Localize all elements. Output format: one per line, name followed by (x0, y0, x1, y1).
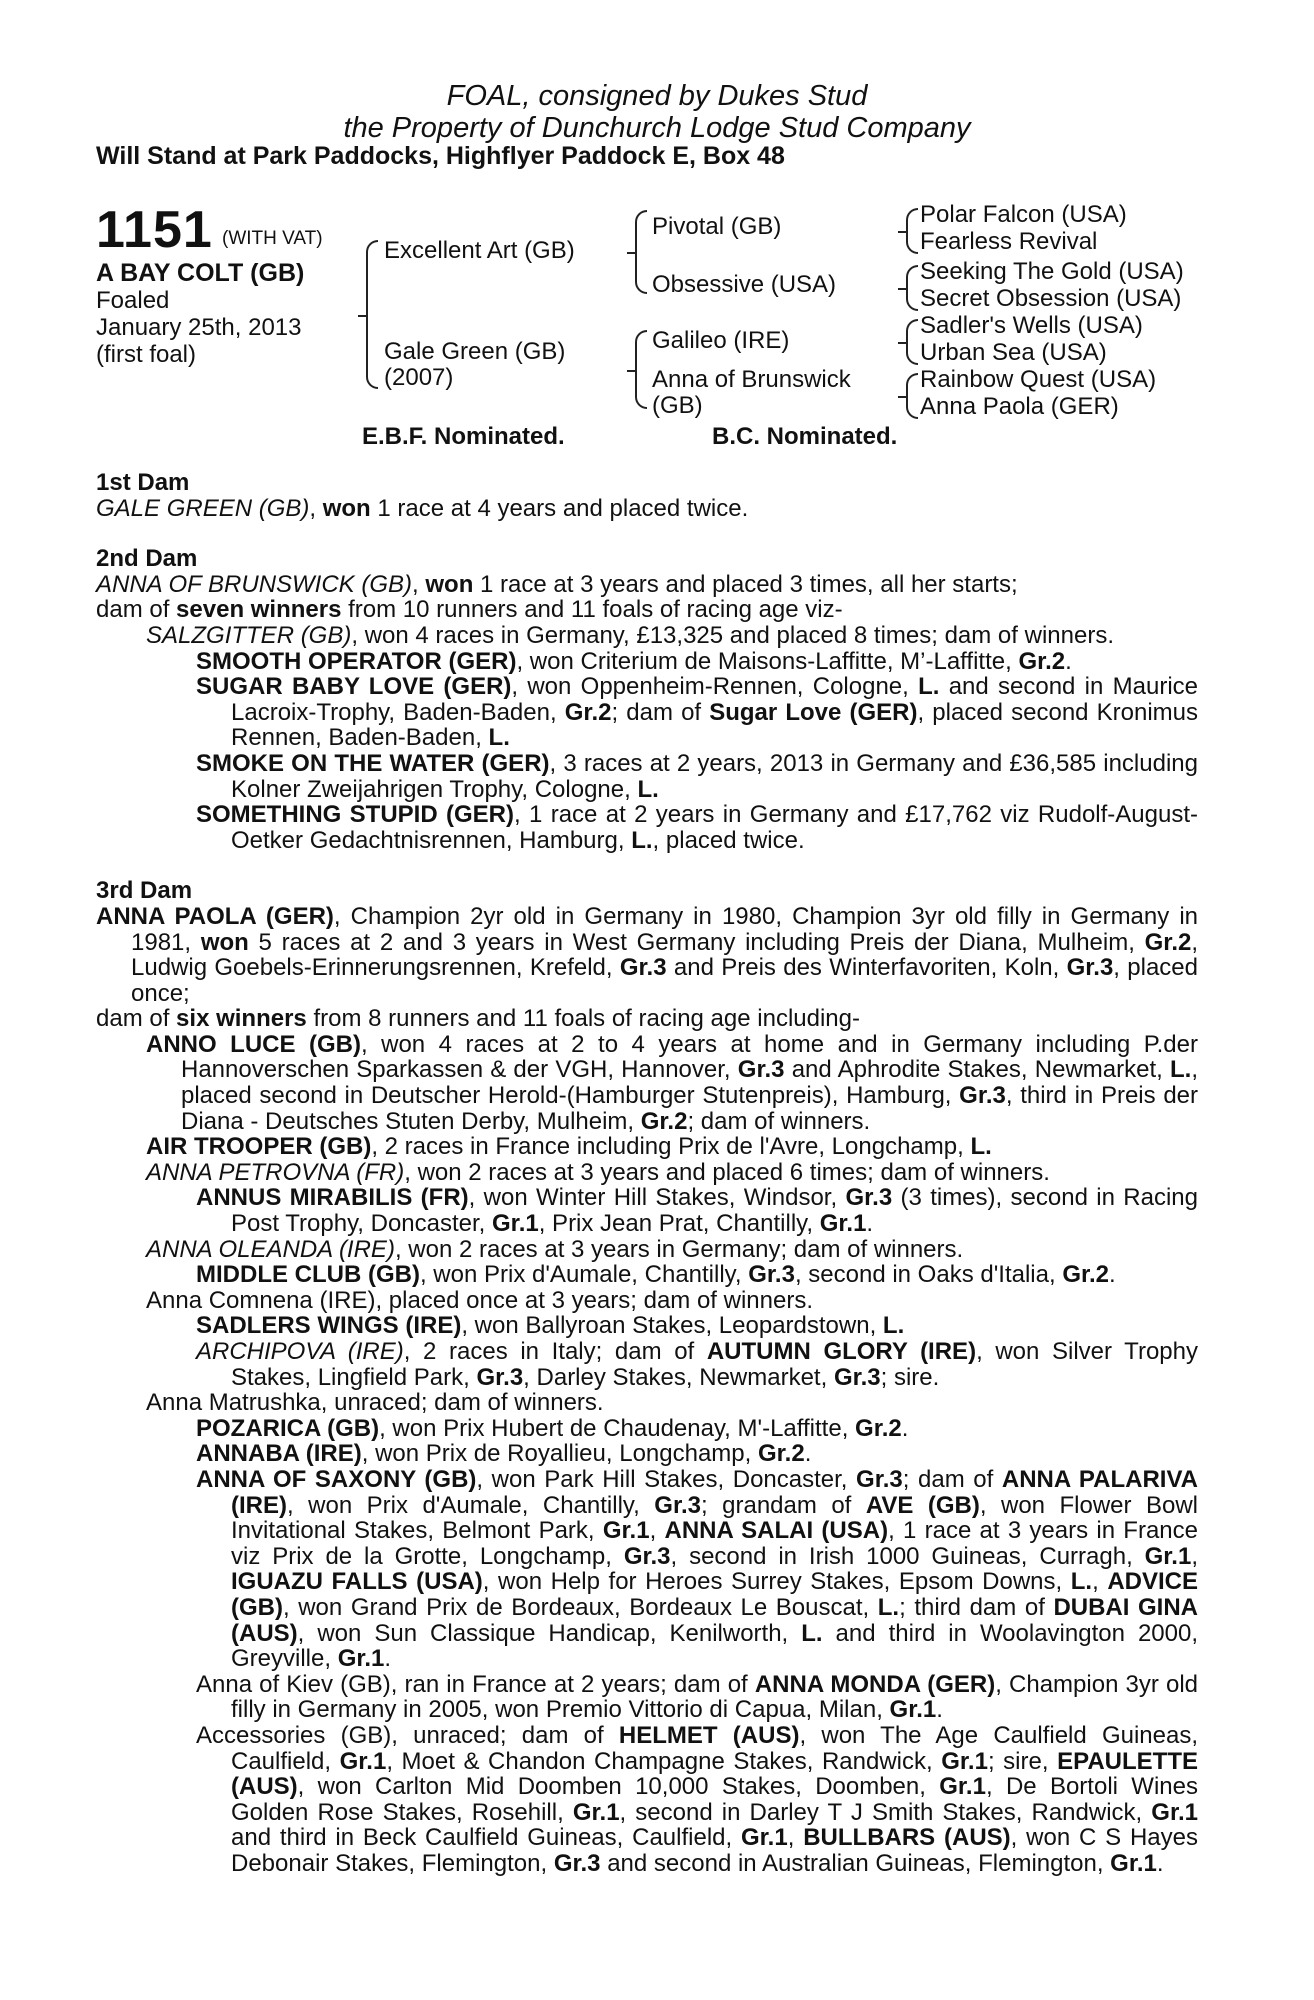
pedigree-ssd: Fearless Revival (920, 228, 1098, 255)
list-item: ANNO LUCE (GB), won 4 races at 2 to 4 years at home and in Germany including P.der Hannoverschen Sparkassen & der VGH, Hannover, Gr.3 and Aphrodite Stakes, Newmarket, L., placed second in Deutscher Herold-(Hamburger Stutenpreis), Hamburg, Gr.3, third in Preis der Diana - Deutsches Stuten Derby, Mulheim, Gr.2; dam of winners. (146, 1030, 1199, 1135)
lot-number: 1151 (96, 201, 213, 259)
list-item: SMOKE ON THE WATER (GER), 3 races at 2 years, 2013 in Germany and £36,585 including Kolner Zweijahrigen Trophy, Cologne, L. (196, 749, 1198, 803)
bc-nominated: B.C. Nominated. (712, 423, 898, 450)
pedigree-brace (906, 373, 918, 419)
list-item: Anna Comnena (IRE), placed once at 3 years; dam of winners. (146, 1286, 814, 1314)
list-item: ANNA OF SAXONY (GB), won Park Hill Stakes, Doncaster, Gr.3; dam of ANNA PALARIVA (IRE), won Prix d'Aumale, Chantilly, Gr.3; grandam of AVE (GB), won Flower Bowl Invitational Stakes, Belmont Park, Gr.1, ANNA SALAI (USA), 1 race at 3 years in France viz Prix de la Grotte, Longchamp, Gr.3, second in Irish 1000 Guineas, Curragh, Gr.1, IGUAZU FALLS (USA), won Help for Heroes Surrey Stakes, Epsom Downs, L., ADVICE (GB), won Grand Prix de Bordeaux, Bordeaux Le Bouscat, L.; third dam of DUBAI GINA (AUS), won Sun Classique Handicap, Kenilworth, L. and third in Woolavington 2000, Greyville, Gr.1. (196, 1465, 1199, 1673)
property-line: the Property of Dunchurch Lodge Stud Company (343, 112, 971, 144)
pedigree-sds: Seeking The Gold (USA) (920, 258, 1184, 285)
vat-note: (WITH VAT) (222, 228, 323, 249)
list-item: AIR TROOPER (GB), 2 races in France including Prix de l'Avre, Longchamp, L. (146, 1133, 992, 1161)
list-item: MIDDLE CLUB (GB), won Prix d'Aumale, Chantilly, Gr.3, second in Oaks d'Italia, Gr.2. (196, 1261, 1116, 1289)
third-dam-entry: ANNA PAOLA (GER), Champion 2yr old in Germany in 1980, Champion 3yr old filly in Germany in 1981, won 5 races at 2 and 3 years in West Germany including Preis der Diana, Mulheim, Gr.2, Ludwig Goebels-Erinnerungsrennen, Krefeld, Gr.3 and Preis des Winterfavoriten, Koln, Gr.3, placed once; (96, 902, 1199, 1007)
pedigree-brace (366, 240, 378, 389)
location-line: Will Stand at Park Paddocks, Highflyer Paddock E, Box 48 (96, 142, 785, 170)
pedigree-brace (906, 208, 918, 254)
pedigree-notes (96, 470, 1198, 1876)
second-dam-entry: ANNA OF BRUNSWICK (GB), won 1 race at 3 years and placed 3 times, all her starts; (96, 570, 1018, 598)
foaled-date: January 25th, 2013 (96, 314, 302, 341)
third-dam-heading: 3rd Dam (96, 877, 193, 905)
list-item: Anna of Kiev (GB), ran in France at 2 years; dam of ANNA MONDA (GER), Champion 3yr old filly in Germany in 2005, won Premio Vittorio di Capua, Milan, Gr.1. (196, 1670, 1198, 1724)
list-item: SADLERS WINGS (IRE), won Ballyroan Stakes, Leopardstown, L. (196, 1312, 905, 1340)
pedigree-brace (906, 265, 918, 311)
list-item: SMOOTH OPERATOR (GER), won Criterium de Maisons-Laffitte, M’-Laffitte, Gr.2. (196, 647, 1072, 675)
pedigree-brace (635, 210, 647, 294)
pedigree-sire: Excellent Art (GB) (384, 237, 575, 264)
pedigree-sss: Polar Falcon (USA) (920, 201, 1127, 228)
pedigree-brace (906, 319, 918, 365)
pedigree-dam-dam-suffix: (GB) (652, 392, 703, 419)
pedigree-dss: Sadler's Wells (USA) (920, 312, 1143, 339)
ebf-nominated: E.B.F. Nominated. (362, 423, 565, 450)
list-item: SUGAR BABY LOVE (GER), won Oppenheim-Rennen, Cologne, L. and second in Maurice Lacroix-Trophy, Baden-Baden, Gr.2; dam of Sugar Love (GER), placed second Kronimus Rennen, Baden-Baden, L. (196, 673, 1199, 752)
pedigree-dam-year: (2007) (384, 364, 454, 391)
pedigree-dam-sire: Galileo (IRE) (652, 327, 790, 354)
list-item: ANNA OLEANDA (IRE), won 2 races at 3 years in Germany; dam of winners. (146, 1235, 964, 1263)
lot-title: A BAY COLT (GB) (96, 259, 305, 287)
list-item: POZARICA (GB), won Prix Hubert de Chaudenay, M'-Laffitte, Gr.2. (196, 1414, 909, 1442)
third-dam-produce: dam of six winners from 8 runners and 11 foals of racing age including- (96, 1005, 860, 1033)
foaled-label: Foaled (96, 287, 170, 314)
first-dam-heading: 1st Dam (96, 469, 190, 496)
pedigree-dam: Gale Green (GB) (384, 338, 566, 365)
consignor-line: FOAL, consigned by Dukes Stud (446, 80, 868, 112)
list-item: SALZGITTER (GB), won 4 races in Germany, £13,325 and placed 8 times; dam of winners. (146, 621, 1114, 649)
pedigree-sire-dam: Obsessive (USA) (652, 271, 837, 298)
second-dam-heading: 2nd Dam (96, 545, 198, 573)
pedigree-sdd: Secret Obsession (USA) (920, 285, 1182, 312)
pedigree-dam-dam: Anna of Brunswick (652, 366, 851, 393)
list-item: Anna Matrushka, unraced; dam of winners. (146, 1389, 604, 1417)
pedigree-ddd: Anna Paola (GER) (920, 393, 1119, 420)
foal-note: (first foal) (96, 341, 197, 368)
first-dam-entry: GALE GREEN (GB), won 1 race at 4 years and placed twice. (96, 494, 749, 522)
list-item: ARCHIPOVA (IRE), 2 races in Italy; dam of AUTUMN GLORY (IRE), won Silver Trophy Stakes, Lingfield Park, Gr.3, Darley Stakes, Newmarket, Gr.3; sire. (196, 1338, 1198, 1391)
pedigree-dsd: Urban Sea (USA) (920, 339, 1107, 366)
list-item: SOMETHING STUPID (GER), 1 race at 2 years in Germany and £17,762 viz Rudolf-August-Oetker Gedachtnisrennen, Hamburg, L., placed twice. (196, 801, 1199, 854)
second-dam-produce: dam of seven winners from 10 runners and 11 foals of racing age viz- (96, 596, 843, 624)
list-item: Accessories (GB), unraced; dam of HELMET (AUS), won The Age Caulfield Guineas, Caulfield, Gr.1, Moet & Chandon Champagne Stakes, Randwick, Gr.1; sire, EPAULETTE (AUS), won Carlton Mid Doomben 10,000 Stakes, Doomben, Gr.1, De Bortoli Wines Golden Rose Stakes, Rosehill, Gr.1, second in Darley T J Smith Stakes, Randwick, Gr.1 and third in Beck Caulfield Guineas, Caulfield, Gr.1, BULLBARS (AUS), won C S Hayes Debonair Stakes, Flemington, Gr.3 and second in Australian Guineas, Flemington, Gr.1. (196, 1721, 1199, 1877)
list-item: ANNA PETROVNA (FR), won 2 races at 3 years and placed 6 times; dam of winners. (146, 1158, 1050, 1186)
list-item: ANNUS MIRABILIS (FR), won Winter Hill Stakes, Windsor, Gr.3 (3 times), second in Racing Post Trophy, Doncaster, Gr.1, Prix Jean Prat, Chantilly, Gr.1. (196, 1184, 1198, 1238)
list-item: ANNABA (IRE), won Prix de Royallieu, Longchamp, Gr.2. (196, 1440, 812, 1468)
pedigree-sire-sire: Pivotal (GB) (652, 213, 782, 240)
pedigree-dds: Rainbow Quest (USA) (920, 366, 1157, 393)
pedigree-brace (635, 330, 647, 409)
